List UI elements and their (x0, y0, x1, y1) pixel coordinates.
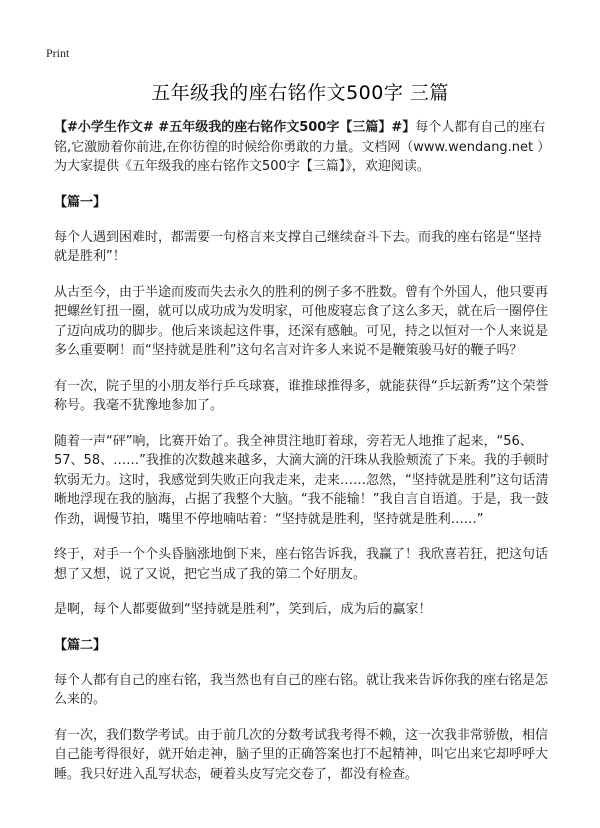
section-1-paragraph: 每个人遇到困难时，都需要一句格言来支撑自己继续奋斗下去。而我的座右铭是“坚持就是胜利”！ (54, 229, 542, 264)
section-heading-2: 【篇二】 (54, 637, 107, 653)
article-body (54, 118, 554, 800)
print-link[interactable]: Print (46, 46, 70, 60)
section-2-paragraph: 每个人都有自己的座右铭，我当然也有自己的座右铭。就让我来告诉你我的座右铭是怎么来的。 (54, 672, 549, 707)
section-1-paragraph: 是啊，每个人都要做到“坚持就是胜利”，笑到后，成为后的赢家！ (54, 602, 432, 617)
section-1-paragraph: 有一次，院子里的小朋友举行乒乓球赛，谁推球推得多，就能获得“乒坛新秀”这个荣誉称号。我毫不犹豫地参加了。 (54, 378, 549, 413)
page-title: 五年级我的座右铭作文500字 三篇 (151, 82, 449, 104)
section-heading-1: 【篇一】 (54, 194, 107, 210)
section-1-paragraph: 终于，对手一个个头昏脑涨地倒下来，座右铭告诉我，我赢了！我欣喜若狂，把这句话想了又想，说了又说，把它当成了我的第二个好朋友。 (54, 547, 549, 582)
intro-tags: 【#小学生作文# #五年级我的座右铭作文500字【三篇】#】 (54, 120, 416, 135)
intro-paragraph (54, 118, 554, 177)
section-1-paragraph: 从古至今，由于半途而废而失去永久的胜利的例子多不胜数。曾有个外国人，他只要再把螺丝钉扭一圈，就可以成功成为发明家，可他废寝忘食了这么多天，就在后一圈停住了迈向成功的脚步。他后来谈起这件事，还深有感触。可见，持之以恒对一个人来说是多么重要啊！而“坚持就是胜利”这句名言对许多人来说不是鞭策骏马好的鞭子吗？ (54, 284, 549, 358)
section-2-paragraph: 有一次，我们数学考试。由于前几次的分数考试我考得不赖，这一次我非常骄傲，相信自己能考得很好，就开始走神，脑子里的正确答案也打不起精神，叫它出来它却呼呼大睡。我只好进入乱写状态，硬着头皮写完交卷了，都没有检查。 (54, 727, 549, 782)
section-1-paragraph: 随着一声“砰”响，比赛开始了。我全神贯注地盯着球，旁若无人地推了起来，“56、57、58、……”我推的次数越来越多，大滴大滴的汗珠从我脸颊流了下来。我的手顿时软弱无力。这时，我感觉到失败正向我走来，走来……忽然，“坚持就是胜利”这句话清晰地浮现在我的脑海，占据了我整个大脑。“我不能输！”我自言自语道。于是，我一鼓作劲，调慢节拍，嘴里不停地喃咕着：“坚持就是胜利，坚持就是胜利……” (54, 433, 549, 527)
intro-text: 每个人都有自己的座右铭,它激励着你前进,在你彷徨的时候给你勇敢的力量。文档网（www.wendang.net ）为大家提供《五年级我的座右铭作文500字【三篇】》，欢迎阅读。 (54, 120, 551, 174)
